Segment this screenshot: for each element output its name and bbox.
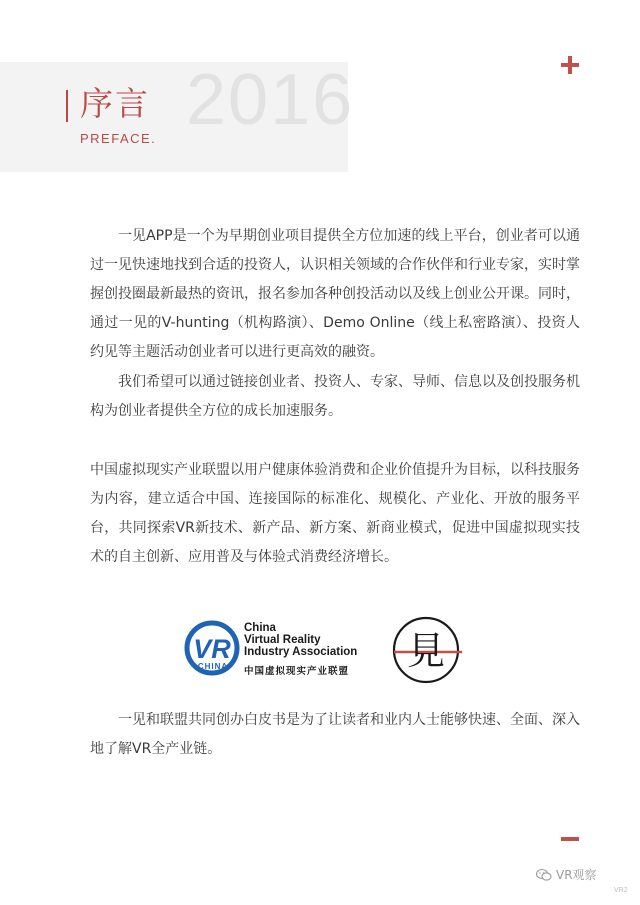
- partner-logos: [182, 612, 472, 692]
- year-watermark: 2016: [186, 60, 355, 140]
- vr-name-line-2: Virtual Reality: [244, 634, 321, 646]
- yijian-char: 見: [406, 629, 446, 673]
- corner-mark: VR2: [614, 887, 628, 894]
- vr-emblem-letters: VR: [193, 634, 231, 664]
- paragraph-mission: 我们希望可以通过链接创业者、投资人、专家、导师、信息以及创投服务机构为创业者提供全方位的成长加速服务。: [90, 374, 580, 419]
- vr-emblem-ring-text: CHINA: [197, 662, 229, 671]
- wechat-icon: [536, 868, 552, 882]
- paragraph-intro: 一见APP是一个为早期创业项目提供全方位加速的线上平台，创业者可以通过一见快速地找到合适的投资人，认识相关领域的合作伙伴和行业专家，实时掌握创投圈最新最热的资讯，报名参加各种创投活动以及线上创业公开课。同时，通过一见的V-hunting（机构路演）、Demo Online（线上私密路演）、投资人约见等主题活动创业者可以进行更高效的融资。: [90, 228, 580, 360]
- yijian-logo-icon: [388, 612, 464, 688]
- vr-alliance-name-cn: 中国虚拟现实产业联盟: [244, 666, 350, 677]
- paragraph-whitepaper-text: 一见和联盟共同创办白皮书是为了让读者和业内人士能够快速、全面、深入地了解VR全产业链。: [90, 712, 580, 757]
- title-accent-bar: [66, 90, 68, 122]
- plus-icon: [561, 56, 579, 74]
- minus-icon: [561, 837, 579, 841]
- vr-name-line-3: Industry Association: [244, 646, 358, 658]
- vr-alliance-emblem-icon: [182, 616, 244, 680]
- page-title: 序言: [80, 84, 150, 123]
- vr-alliance-name: [244, 622, 357, 658]
- paragraph-alliance: 中国虚拟现实产业联盟以用户健康体验消费和企业价值提升为目标，以科技服务为内容，建立适合中国、连接国际的标准化、规模化、产业化、开放的服务平台，共同探索VR新技术、新产品、新方案、新商业模式，促进中国虚拟现实技术的自主创新、应用普及与体验式消费经济增长。: [90, 462, 580, 565]
- vr-name-line-1: China: [244, 622, 276, 634]
- page-subtitle: PREFACE.: [80, 131, 157, 146]
- footer-watermark: [536, 866, 597, 883]
- paragraph-whitepaper: [90, 706, 580, 764]
- footer-account-name: VR观察: [556, 868, 597, 882]
